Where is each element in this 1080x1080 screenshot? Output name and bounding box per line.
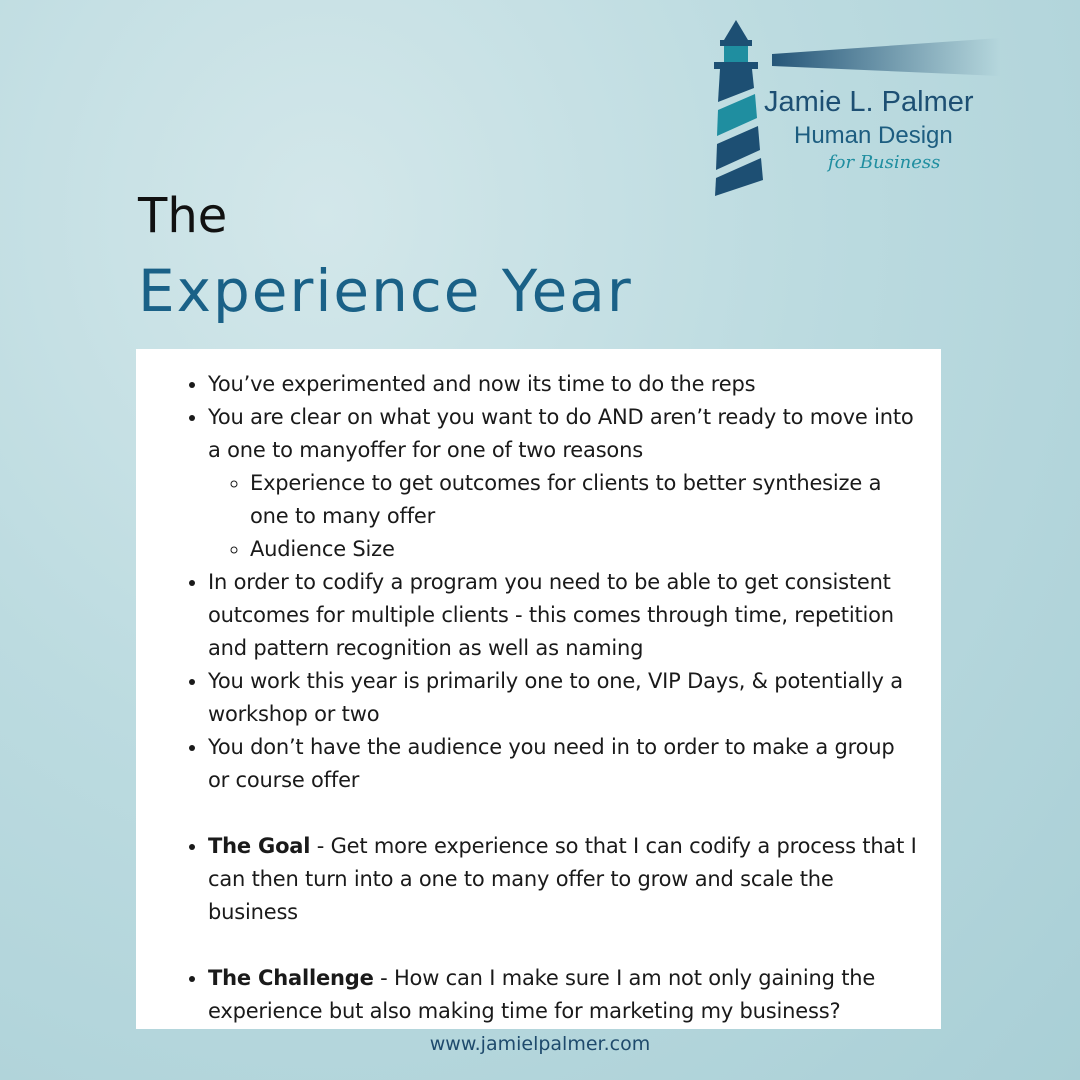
content-panel bbox=[136, 349, 941, 1029]
goal-item bbox=[208, 830, 919, 929]
title-prefix: The bbox=[138, 188, 228, 244]
goal-label: The Goal bbox=[208, 834, 311, 858]
list-item-text: You are clear on what you want to do AND aren’t ready to move into a one to manyoffer for one of two reasons bbox=[208, 405, 914, 462]
page-title: Experience Year bbox=[138, 257, 633, 325]
challenge-item bbox=[208, 962, 919, 1028]
goal-text: - Get more experience so that I can codify a process that I can then turn into a one to many offer to grow and scale the business bbox=[208, 834, 917, 924]
brand-logo bbox=[700, 18, 1040, 203]
list-item: • You don’t have the audience you need in to order to make a group or course offer bbox=[208, 731, 919, 797]
website-url: www.jamielpalmer.com bbox=[429, 1033, 651, 1055]
challenge-label: The Challenge bbox=[208, 966, 374, 990]
sub-list-item: ◦ Experience to get outcomes for clients to better synthesize a one to many offer bbox=[250, 467, 919, 533]
list-item bbox=[208, 401, 919, 566]
list-item: • In order to codify a program you need to be able to get consistent outcomes for multiple clients - this comes through time, repetition and pattern recognition as well as naming bbox=[208, 566, 919, 665]
logo-script-text: for Business bbox=[828, 152, 941, 173]
sub-list-item: ◦ Audience Size bbox=[250, 533, 919, 566]
logo-subtitle: Human Design bbox=[794, 122, 953, 149]
logo-name: Jamie L. Palmer bbox=[764, 86, 974, 118]
list-item: • You’ve experimented and now its time to do the reps bbox=[208, 368, 919, 401]
sub-bullet-list bbox=[208, 467, 919, 566]
challenge-text: - How can I make sure I am not only gaining the experience but also making time for marketing my business? bbox=[208, 966, 876, 1023]
bullet-list bbox=[186, 368, 919, 1028]
list-item: • You work this year is primarily one to one, VIP Days, & potentially a workshop or two bbox=[208, 665, 919, 731]
